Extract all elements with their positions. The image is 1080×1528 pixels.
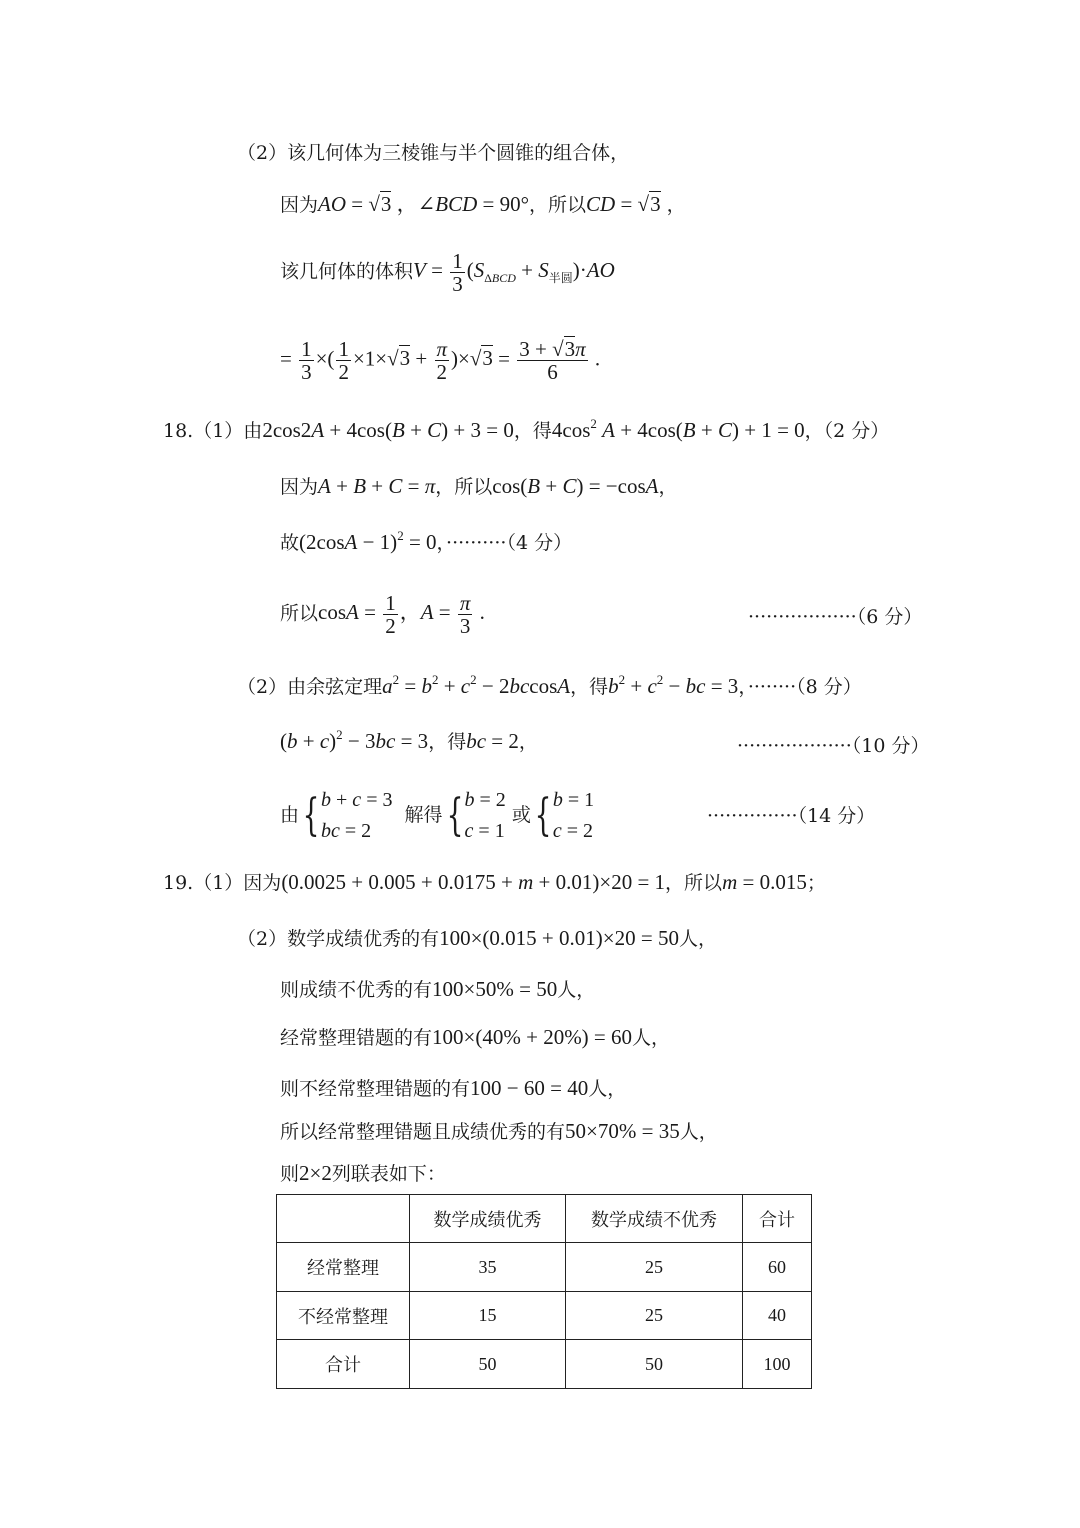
table-cell: 40 [743,1292,812,1340]
table-cell: 25 [566,1243,743,1292]
table-cell: 50 [566,1340,743,1389]
q18-score-14: ···············（14 分） [707,805,876,827]
q19-table-intro: 则2×2列联表如下： [280,1161,446,1185]
table-row [277,1292,812,1340]
table-row [277,1340,812,1389]
q19-both-count: 所以经常整理错题且成绩优秀的有50×70% = 35人， [280,1119,718,1143]
table-header-cell: 数学成绩不优秀 [566,1195,743,1243]
table-cell: 100 [743,1340,812,1389]
table-header-cell: 合计 [743,1195,812,1243]
q18-part1-line: 18.（1）由2cos2A + 4cos(B + C) + 3 = 0，得$4\cos^2$ A + 4cos(B + C) + 1 = 0，（2 分） [163,416,890,442]
q19-not-excellent-count: 则成绩不优秀的有100×50% = 50人， [280,977,596,1001]
q17-volume-calc: = $\frac{1}{3}$ ×( $\frac{1}{2}$ ×1×√3 + $\frac{\pi}{2}$ )×√3 = $\frac{3 + √3\pi}{6}$ . [280,337,601,385]
table-header-cell: 数学成绩优秀 [410,1195,566,1243]
q17-given-line: 因为AO = √3 ，∠BCD = 90°，所以CD = √3 ， [280,192,686,216]
q18-score-6: ··················（6 分） [748,606,923,628]
table-cell: 25 [566,1292,743,1340]
contingency-table [276,1194,812,1389]
table-cell: 35 [410,1243,566,1292]
table-cell: 不经常整理 [277,1292,410,1340]
table-cell: 60 [743,1243,812,1292]
table-cell: 50 [410,1340,566,1389]
q19-not-organize-count: 则不经常整理错题的有100 − 60 = 40人， [280,1076,627,1100]
q18-system-solution: 由{b + c = 3 bc = 2 解得{b = 2 c = 1 或{b = 1 c = 2 [280,789,595,842]
q19-part1-line: 19.（1）因为(0.0025 + 0.005 + 0.0175 + m + 0.01)×20 = 1，所以m = 0.015； [163,870,826,894]
table-cell: 经常整理 [277,1243,410,1292]
table-cell: 15 [410,1292,566,1340]
table-header-row [277,1195,812,1243]
q17-volume-formula: 该几何体的体积V = $\frac{1}{3}$ $(S_{\Delta BCD} + S_{半圆})\cdot AO$ [280,249,615,297]
q18-square-zero: 故$(2\cos A - 1)^2 = 0$，··········（4 分） [280,528,573,554]
q18-bc-product: $(b + c)^2 - 3bc = 3$，得bc = 2， [280,727,538,753]
q17-part2-intro: （2）该几何体为三棱锥与半个圆锥的组合体， [237,142,630,164]
q19-excellent-count: （2）数学成绩优秀的有100×(0.015 + 0.01)×20 = 50人， [237,926,717,950]
q18-angle-sum: 因为A + B + C = π，所以cos(B + C) = −cosA， [280,474,678,498]
table-header-cell [277,1195,410,1243]
q18-cosA-result: 所以cosA = $\frac{1}{2}$ ，A = $\frac{\pi}{3}$ . [280,591,485,639]
q18-score-10: ···················（10 分） [737,735,930,757]
table-cell: 合计 [277,1340,410,1389]
q18-part2-cosine-law: （2）由余弦定理$a^2 = b^2 + c^2 - 2bccosA$，得$b^2 + c^2$ − bc = 3，········（8 分） [237,672,862,698]
q19-organize-count: 经常整理错题的有100×(40% + 20%) = 60人， [280,1025,671,1049]
table-row [277,1243,812,1292]
